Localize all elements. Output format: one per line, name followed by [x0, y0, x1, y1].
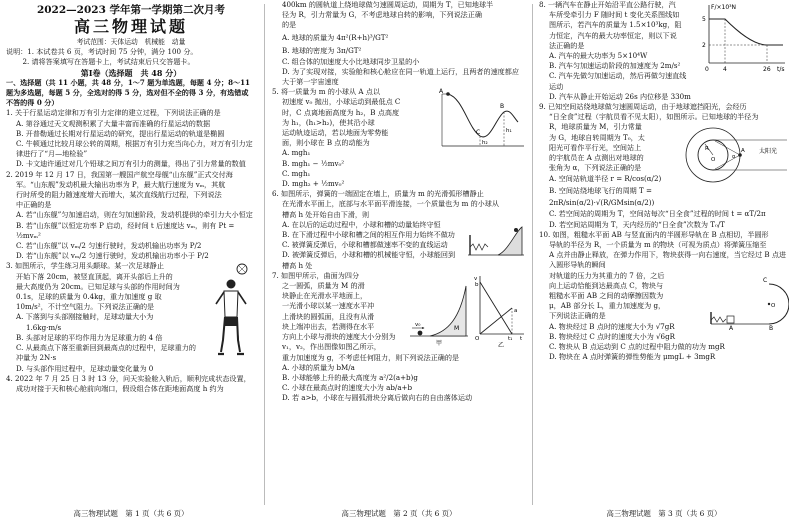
fig-label-m: M	[454, 324, 460, 332]
question-stem: 径为 R，引力常量为 G，不考虑地球自转的影响，下列说法正确	[282, 10, 482, 20]
fig-label-a: A	[439, 88, 444, 96]
question-stem: 7. 如图甲所示，曲面为四分	[272, 270, 360, 280]
page-3-column	[534, 0, 794, 521]
option-a: A. 下落到与头部刚接触时，足球动量大小为	[16, 312, 154, 322]
option-c: C. 被弹簧反弹后，小球和槽都做速率不变的直线运动	[282, 240, 448, 250]
option-d: D. 与头部作用过程中，足球动量变化量为 0	[16, 363, 154, 373]
question-stem: 张角为 α，下列说法正确的是	[549, 163, 642, 173]
option-d: D. 若 a>b，小球在与圆弧滑块分离后做向右的自由落体运动	[282, 393, 473, 403]
option-b: B. 空间站绕地球飞行的周期 T = 2πR/sin(α/2)·√(R/GMsin(α/2))	[549, 186, 655, 208]
option-a: A. mgh₁	[282, 148, 311, 158]
question-stem: 块静止在光滑水平地面上，	[282, 291, 368, 301]
fig-label-h2: h₂	[482, 140, 488, 147]
instruction-line: 题为多选题，每题 5 分，全选对的得 5 分，选对但不全的得 3 分，有选错或	[6, 88, 249, 98]
q8-force-time-graph	[697, 1, 789, 73]
option-b: B. 开普勒通过长期对行星运动的研究，提出行星运动的轨道是椭圆	[16, 128, 225, 138]
question-stem: 在光滑水平面上，底部与水平面平滑连接，一个质量也为 m 的小球从	[282, 199, 499, 209]
question-stem: 向上运动恰能到达最高点 C，物块与	[549, 280, 664, 290]
fig-label-o: O	[475, 335, 480, 342]
question-stem: 3. 如图所示，学生练习用头颠球。某一次足球静止	[6, 261, 164, 271]
option-c: C. 若“山东舰”以 vₘ/2 匀速行驶时，发动机输出功率为 P/2	[16, 241, 202, 251]
option-b: B. 地球的密度为 3π/GT²	[282, 45, 362, 55]
option-b: B. mgh₁ − ½mv₀²	[282, 158, 345, 168]
question-stem: 重力加速度为 g，不考虑任何阻力，则下列说法正确的是	[282, 352, 460, 362]
question-stem: 开始下落 20cm，被竖直顶起，离开头部后上升的	[16, 271, 173, 281]
question-5	[272, 87, 526, 189]
question-stem: “日全食”过程（宇航员看不见太阳），如图所示。已知地球的半径为	[549, 112, 759, 122]
option-a: A. 第谷通过天文观测积累了大量丰富而准确的行星运动的数据	[16, 118, 211, 128]
fig-label-jia: 甲	[436, 339, 443, 347]
question-stem: 上滑块的圆弧面，且没有从滑	[282, 311, 375, 321]
q10-track-figure	[707, 272, 789, 330]
fig-label-t: t	[520, 335, 523, 342]
instruction-line: 不答的得 0 分）	[6, 98, 59, 108]
question-stem: 初速度 v₀ 抛出，小球运动到最低点 C	[282, 97, 401, 107]
question-stem: 车所受牵引力 F 随时间 t 变化关系图线如	[549, 10, 680, 20]
question-stem: 槽高 h 处开始自由下滑，则	[282, 209, 370, 219]
q7-figures	[408, 272, 526, 348]
question-stem: 最大高度仍为 20cm。已知足球与头部的作用时间为	[16, 281, 180, 291]
option-b: B. 汽车匀加速运动阶段的加速度为 2m/s²	[549, 61, 681, 71]
fig-label-b: B	[769, 324, 774, 330]
question-stem: 法正确的是	[549, 40, 585, 50]
exam-main-title: 高三物理试题	[73, 17, 188, 36]
option-d: D. 被弹簧反弹后，小球和槽的机械能守恒，小球能回到槽高 h 处	[282, 250, 456, 270]
question-stem: 下列说法正确的是	[549, 311, 606, 321]
graph-xtick: 4	[723, 66, 727, 73]
fig-label-r: R	[705, 146, 709, 153]
option-d: D. 若空间站周期为 T，天内经历的“日全食”次数为 T₀/T	[549, 219, 725, 229]
fig-label-h1: h₁	[506, 128, 512, 135]
graph-xlabel: t/s	[777, 66, 785, 73]
option-c: C. 牛顿通过比较月球公转的周期，根据万有引力充当向心力，对万有引力定律进行了“月—地检验”	[16, 139, 253, 159]
fig-label-alpha: α	[732, 154, 736, 161]
fig-label-yi: 乙	[498, 341, 505, 348]
option-c: C. 组合体的加速度大小比地球同步卫星的小	[282, 56, 420, 66]
page-footer: 高三物理试题 第 3 页（共 6 页）	[606, 508, 722, 518]
page-footer: 高三物理试题 第 2 页（共 6 页）	[341, 508, 457, 518]
option-a: A. 汽车的最大功率为 5×10⁴W	[549, 51, 648, 61]
question-stem: 的宇航员在 A 点测出对地球的	[549, 153, 644, 163]
question-stem: 对轨道的压力为其重力的 7 倍，之后	[549, 270, 665, 280]
option-c: C. 物块从 B 点运动到 C 点的过程中阻力做的功为 mgR	[549, 342, 725, 352]
option-c: C. 若空间站的周期为 T，空间站每次“日全食”过程的时间 t = αT/2π	[549, 209, 766, 219]
question-stem: 粗糙水平面 AB 之间的动摩擦因数为	[549, 291, 664, 301]
exam-scope: 考试范围：天体运动 机械能 动量	[76, 38, 186, 46]
instruction-line: 一、选择题（共 11 小题，共 48 分，1～7 题为单选题，每题 4 分；8～11	[6, 77, 250, 87]
fig-label-a: A	[729, 324, 734, 330]
question-stem: μ，AB 部分长 L，重力加速度为 g，	[549, 301, 666, 311]
option-d: D. 卡文迪许通过对几个铅球之间万有引力的测量，得出了引力常量的数值	[16, 159, 246, 169]
graph-ylabel: F/×10³N	[711, 4, 737, 11]
question-6	[272, 189, 526, 271]
question-stem: 图所示，若汽车的质量为 1.5×10³kg，阻	[549, 20, 682, 30]
question-stem: 400km 的圆轨道上绕地球做匀速圆周运动，周期为 T，已知地球半	[282, 0, 494, 9]
question-stem: 2. 2019 年 12 月 17 日，我国第一艘国产航空母舰“山东舰”正式交付海	[6, 169, 233, 179]
question-stem: 行时所受的阻力随速度增大而增大，某次直线航行过程，下列说法	[16, 190, 222, 200]
option-grid	[272, 148, 434, 189]
option-c: C. 小球在最高点时的速度大小为 ab/a+b	[282, 383, 413, 393]
question-stem: 9. 已知空间站绕地球做匀速圆周运动，由于地球遮挡阳光，会经历	[539, 102, 747, 112]
question-stem: 10. 如图，粗糙水平面 AB 与竖直面内的半圆形导轨在 B 点相切，半圆形	[539, 229, 769, 239]
question-8	[539, 0, 789, 102]
question-10	[539, 230, 789, 363]
question-stem: 军。“山东舰”发动机最大输出功率为 P，最大航行速度为 vₘ，其航	[16, 179, 226, 189]
q5-trajectory-figure	[438, 88, 526, 150]
question-2	[6, 170, 256, 262]
question-stem: 成功对接于天和核心舱前向端口，假设组合体在距地面高度 h 约为	[16, 383, 224, 393]
page-footer: 高三物理试题 第 1 页（共 6 页）	[73, 508, 189, 518]
question-stem: 1. 关于行星运动定律和万有引力定律的建立过程，下列说法正确的是	[6, 108, 221, 118]
question-1	[6, 108, 256, 169]
question-stem: 为 h₁，(h₁>h₂)，使其沿小球	[282, 117, 375, 127]
section-title: 第Ⅰ卷（选择题 共 48 分）	[80, 67, 182, 78]
question-stem: 5. 将一质量为 m 的小球从 A 点以	[272, 87, 380, 97]
graph-ytick: 2	[702, 42, 706, 49]
option-b: B. 在下滑过程中小球和槽之间的相互作用力始终不做功	[282, 230, 455, 240]
question-9	[539, 102, 789, 230]
note-line: 说明：1. 本试卷共 6 页，考试时间 75 分钟，满分 100 分。	[6, 47, 198, 57]
column-divider	[264, 4, 265, 505]
option-c: C. 汽车先做匀加速运动，然后再做匀速直线运动	[549, 71, 687, 91]
option-a: A. 空间站轨道半径 r = R/cos(α/2)	[549, 174, 662, 184]
fig-label-a: a	[514, 307, 518, 314]
question-stem: R，地球质量为 M，引力常量	[549, 122, 642, 132]
option-b: B. 头部对足球的平均作用力为足球重力的 4 倍	[16, 332, 163, 342]
graph-xtick: 26	[763, 66, 771, 73]
fig-label-c: C	[763, 276, 768, 284]
fig-label-v: v	[474, 275, 478, 282]
question-4	[6, 374, 256, 394]
page-2-column	[267, 0, 531, 521]
option-a: A. 小球的质量为 bM/a	[282, 362, 355, 372]
question-stem: 之一圆弧，质量为 M 的滑	[282, 281, 365, 291]
question-stem: 的是	[282, 20, 297, 30]
q6-spring-figure	[466, 221, 526, 259]
option-d: D. 物块在 A 点时弹簧的弹性势能为 μmgL + 3mgR	[549, 352, 716, 362]
question-stem: 块上端冲出去，若测得在水平	[282, 321, 375, 331]
question-stem: 6. 如图所示，弹簧的一端固定在墙上，质量为 m 的光滑弧形槽静止	[272, 189, 484, 199]
page-1-column	[0, 0, 262, 521]
option-d: D. 为了实现对接，实验舱和核心舱应在同一轨道上运行，且两者的速度都应大于第一宇宙速度	[282, 66, 519, 87]
graph-ytick: 5	[702, 16, 706, 23]
option-a: A. 若“山东舰”匀加速启动，则在匀加速阶段，发动机提供的牵引力大小恒定	[16, 210, 253, 220]
question-stem: 力恒定，汽车的最大功率恒定，则以下说	[549, 30, 677, 40]
fig-label-sunlight: 太阳光	[759, 148, 778, 156]
note-line: 2. 请将答案填写在答题卡上，考试结束后只交答题卡。	[6, 57, 195, 67]
fig-label-b: b	[475, 281, 479, 288]
option-a: A. 地球的质量为 4π²(R+h)³/GT²	[282, 32, 389, 42]
option-d: D. 若“山东舰”以 vₘ/2 匀速行驶时，发动机输出功率小于 P/2	[16, 251, 209, 261]
fig-label-v0: v₀	[415, 321, 421, 328]
question-stem: 时，C 点离地面高度为 h₂，B 点高度	[282, 107, 400, 117]
option-a-cont: 1.6kg·m/s	[26, 322, 62, 332]
fig-label-o: O	[711, 157, 716, 164]
question-stem: 0.1s，足球的质量为 0.4kg，重力加速度 g 取	[16, 292, 162, 302]
graph-xtick: 0	[705, 66, 709, 73]
question-stem: 一光滑小球以某一速度水平冲	[282, 301, 375, 311]
fig-label-a: A	[741, 148, 745, 155]
question-stem: A 点并由静止释放，在弹力作用下，物块获得一向右速度，当它经过 B 点进入圆形导轨的瞬间	[549, 250, 787, 270]
question-stem: 阳光可看作平行光，空间站上	[549, 142, 642, 152]
option-d: D. mgh₂ + ½mv₀²	[282, 179, 345, 189]
fig-label-o: O	[771, 302, 776, 309]
header-player-figure	[204, 262, 256, 358]
question-stem: 运动轨迹运动，若以地面为零势能	[282, 128, 389, 138]
option-d: D. 汽车从静止开始运动 26s 内位移是 330m	[549, 91, 691, 101]
option-c: C. 从最高点下落至重新回到最高点的过程中，足球重力的冲量为 2N·s	[16, 343, 196, 363]
option-b: B. 物块经过 C 点时的速度大小为 √6gR	[549, 331, 675, 341]
option-c: C. mgh₁	[282, 168, 311, 178]
q9-orbit-figure	[683, 123, 789, 187]
fig-label-c: C	[476, 129, 481, 137]
question-stem: 方向上小球与滑块的速度大小分别为 v₁，v₂，作出图像如图乙所示，	[282, 332, 396, 352]
question-stem: 8. 一辆汽车在静止开始沿平直公路行驶，汽	[539, 0, 676, 9]
option-a: A. 物块经过 B 点时的速度大小为 √7gR	[549, 321, 675, 331]
question-stem: 导轨的半径为 R，一个质量为 m 的物块（可视为质点）将弹簧压缩至	[549, 240, 767, 250]
column-divider	[532, 4, 533, 505]
fig-label-b: B	[500, 103, 505, 111]
question-7	[272, 271, 526, 404]
question-stem: 面，则小球在 B 点的动能为	[282, 138, 370, 148]
question-stem: 中正确的是	[16, 200, 52, 210]
question-stem: 为 G，地球自转周期为 T₀，太	[549, 132, 645, 142]
question-stem: 4. 2022 年 7 月 25 日 3 时 13 分，问天实验舱入轨后，顺利完成状态设置，	[6, 373, 251, 383]
option-b: B. 小球能够上升的最大高度为 a²/2(a+b)g	[282, 372, 418, 382]
option-b: B. 若“山东舰”以恒定功率 P 启动，经时间 t 后速度达 vₘ，则有 Pt = ½mvₘ²	[16, 220, 235, 240]
question-3	[6, 261, 256, 373]
question-stem: 10m/s²，不计空气阻力。下列说法正确的是	[16, 302, 155, 312]
fig-label-t1: t₁	[508, 335, 513, 342]
exam-year-title: 2022—2023 学年第一学期第二次月考	[36, 4, 226, 16]
option-a: A. 在以后的运动过程中，小球和槽的动量始终守恒	[282, 219, 441, 229]
